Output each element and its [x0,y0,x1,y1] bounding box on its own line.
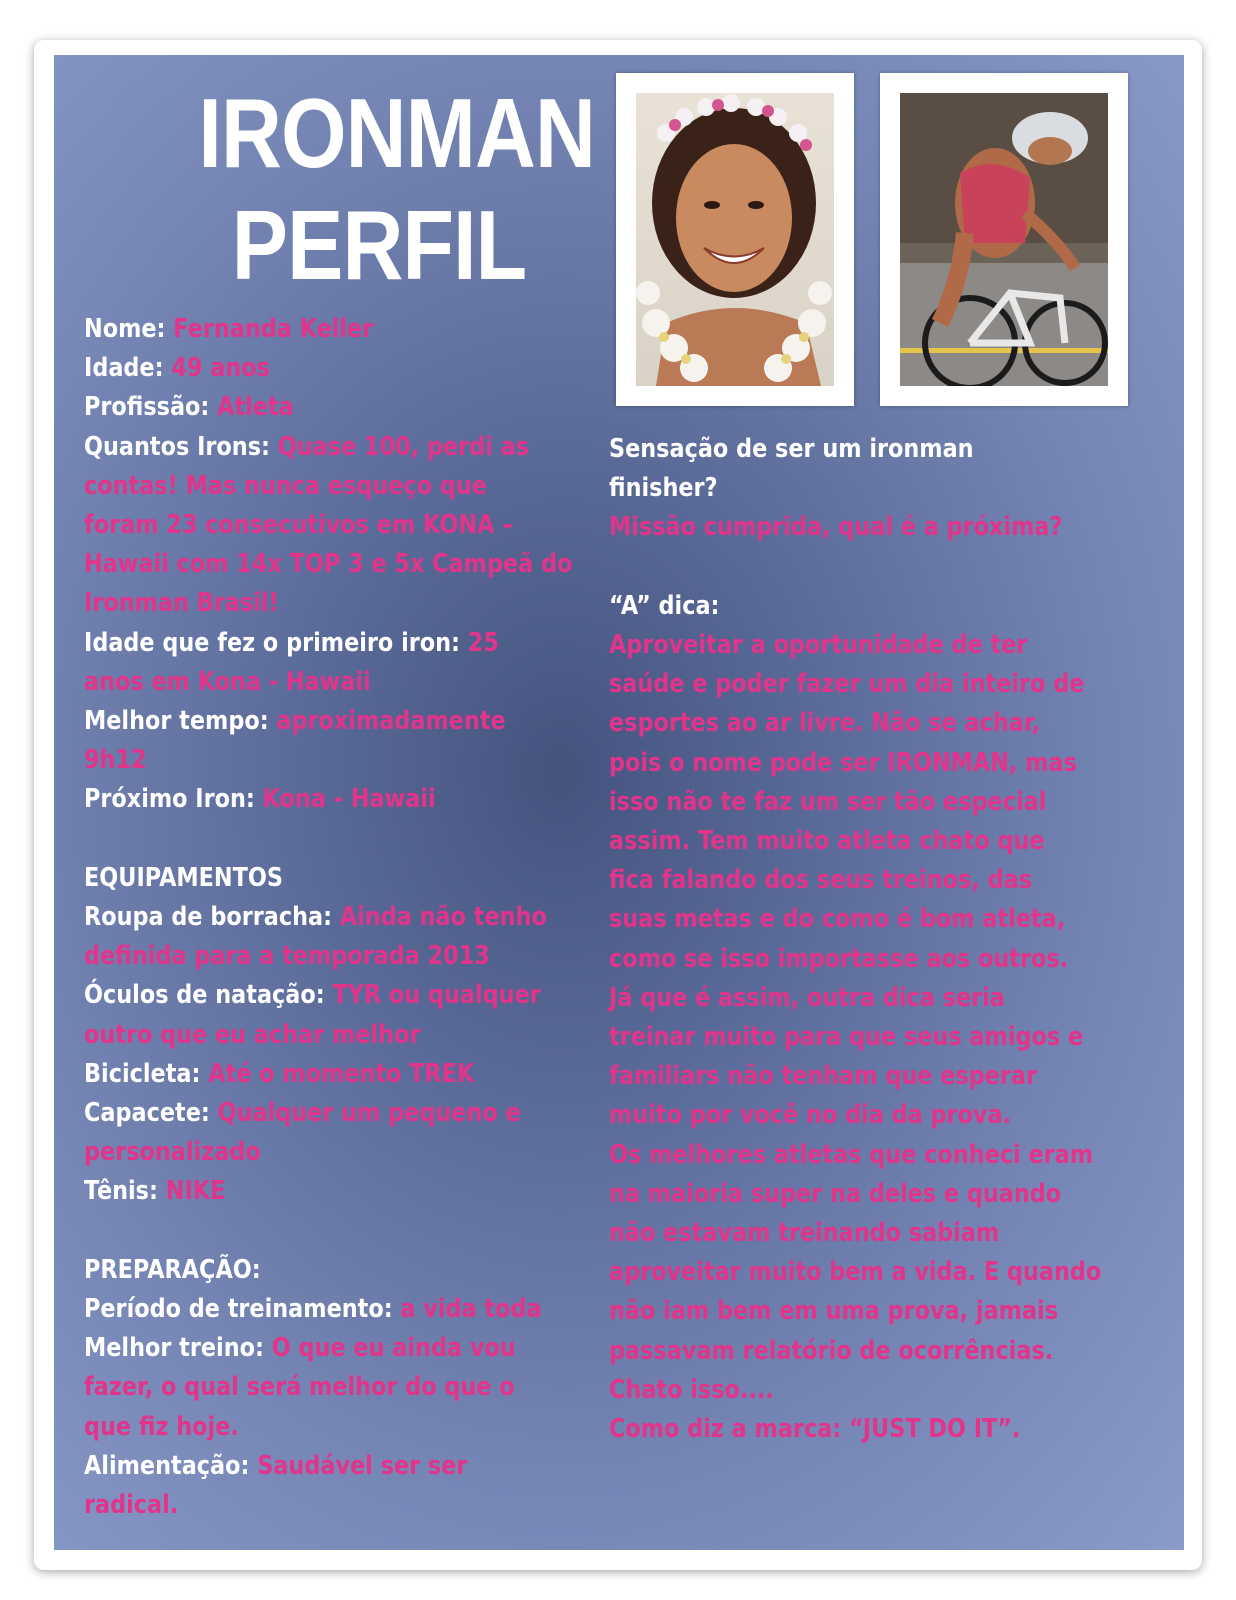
wetsuit-row [84,898,628,937]
irons-value-4: Hawaii com 14x TOP 3 e 5x Campeã do [84,549,573,580]
next-iron-label: Próximo Iron: [84,784,263,815]
shoes-value: NIKE [165,1176,226,1207]
spacer [84,1212,629,1251]
best-training-value-2: fazer, o qual será melhor do que o [84,1372,515,1403]
irons-label: Quantos Irons: [84,431,278,462]
feeling-question-2: finisher? [609,473,718,504]
tip-line: familiars não tenham que esperar [609,1061,1037,1092]
wetsuit-value-1: Ainda não tenho [339,902,547,933]
tip-line: pois o nome pode ser IRONMAN, mas [609,747,1077,778]
name-label: Nome: [84,314,174,344]
irons-row [84,428,628,467]
portrait-photo [636,93,834,386]
wetsuit-label: Roupa de borracha: [84,902,340,933]
helmet-value-1: Qualquer um pequeno e [217,1098,521,1129]
best-training-row [84,1329,628,1368]
age-row [84,349,628,388]
age-value: 49 anos [171,353,270,384]
profession-label: Profissão: [84,392,218,423]
tip-line: como se isso importasse aos outros. [609,943,1069,974]
spacer [609,548,1169,587]
bike-value: Até o momento TREK [208,1058,475,1089]
shoes-row [84,1172,628,1211]
best-time-row [84,702,628,741]
name-value: Fernanda Keller [173,314,374,344]
tip-line: Já que é assim, outra dica seria [609,982,1005,1013]
tip-line: Aproveitar a oportunidade de ter [609,630,1028,660]
tip-heading: “A” dica: [609,590,720,621]
tip-line: isso não te faz um ser tão especial [609,786,1047,817]
tip-line: esportes ao ar livre. Não se achar, [609,708,1041,739]
first-iron-value-2: anos em Kona - Hawaii [84,666,371,697]
next-iron-row [84,780,628,819]
tip-line: na maioria super na deles e quando [609,1178,1062,1209]
feeling-question-1: Sensação de ser um ironman [609,434,974,464]
helmet-value-2: personalizado [84,1137,261,1168]
first-iron-row [84,624,628,663]
bike-label: Bicicleta: [84,1058,209,1089]
tip-line: Chato isso.... [609,1374,774,1405]
food-value-2: radical. [84,1490,179,1521]
tip-line: muito por você no dia da prova. [609,1100,1012,1131]
tip-line: assim. Tem muito atleta chato que [609,826,1045,857]
best-time-value-2: 9h12 [84,745,147,776]
title-line-perfil: PERFIL [231,190,527,300]
food-row [84,1447,628,1486]
best-training-value-3: que fiz hoje. [84,1411,239,1442]
age-label: Idade: [84,353,172,384]
tip-line: treinar muito para que seus amigos e [609,1022,1084,1053]
tip-line: Como diz a marca: “JUST DO IT”. [609,1414,1021,1445]
irons-value-1: Quase 100, perdi as [277,431,530,462]
period-value: a vida toda [400,1294,542,1325]
portrait-photo-frame [616,73,854,406]
helmet-row [84,1094,628,1133]
best-training-value-1: O que eu ainda vou [271,1333,516,1364]
spacer [84,820,629,859]
tip-line: aproveitar muito bem a vida. E quando [609,1257,1102,1288]
first-iron-label: Idade que fez o primeiro iron: [84,627,468,658]
best-time-value-1: aproximadamente [276,706,506,737]
best-training-label: Melhor treino: [84,1333,272,1364]
portrait-photo-image [636,93,834,386]
period-row [84,1290,628,1329]
irons-value-5: Ironman Brasil! [84,588,279,619]
tip-line: Os melhores atletas que conheci eram [609,1139,1094,1170]
goggles-label: Óculos de natação: [84,980,333,1011]
food-value-1: Saudável ser ser [257,1450,468,1481]
preparation-heading: PREPARAÇÃO: [84,1254,261,1285]
profile-right-column [609,430,1169,1449]
next-iron-value: Kona - Hawaii [262,784,436,815]
food-label: Alimentação: [84,1450,258,1481]
tip-line: passavam relatório de ocorrências. [609,1335,1054,1366]
shoes-label: Tênis: [84,1176,166,1207]
tip-line: não iam bem em uma prova, jamais [609,1296,1059,1327]
bike-row [84,1055,628,1094]
irons-value-2: contas! Mas nunca esqueço que [84,470,487,501]
tip-line: saúde e poder fazer um dia inteiro de [609,669,1085,700]
page-title [198,77,596,301]
helmet-label: Capacete: [84,1098,218,1129]
cycling-photo-frame [880,73,1128,406]
title-line-ironman: IRONMAN [198,78,596,188]
period-label: Período de treinamento: [84,1294,401,1325]
tip-line: suas metas e do como é bom atleta, [609,904,1066,935]
first-iron-value-1: 25 [467,627,499,658]
profile-panel [54,55,1184,1550]
name-row [84,310,628,349]
cycling-photo [900,93,1108,386]
goggles-row [84,976,628,1015]
feeling-answer: Missão cumprida, qual é a próxima? [609,512,1063,543]
profession-value: Atleta [217,392,294,423]
goggles-value-2: outro que eu achar melhor [84,1019,421,1050]
profession-row [84,388,628,427]
profile-left-column [84,310,629,1525]
wetsuit-value-2: definida para a temporada 2013 [84,941,490,972]
irons-value-3: foram 23 consecutivos em KONA – [84,510,514,541]
goggles-value-1: TYR ou qualquer [332,980,541,1011]
best-time-label: Melhor tempo: [84,706,277,737]
tip-line: fica falando dos seus treinos, das [609,865,1033,896]
cycling-photo-image [900,93,1108,386]
equipment-heading: EQUIPAMENTOS [84,862,284,893]
tip-line: não estavam treinando sabiam [609,1218,1000,1249]
